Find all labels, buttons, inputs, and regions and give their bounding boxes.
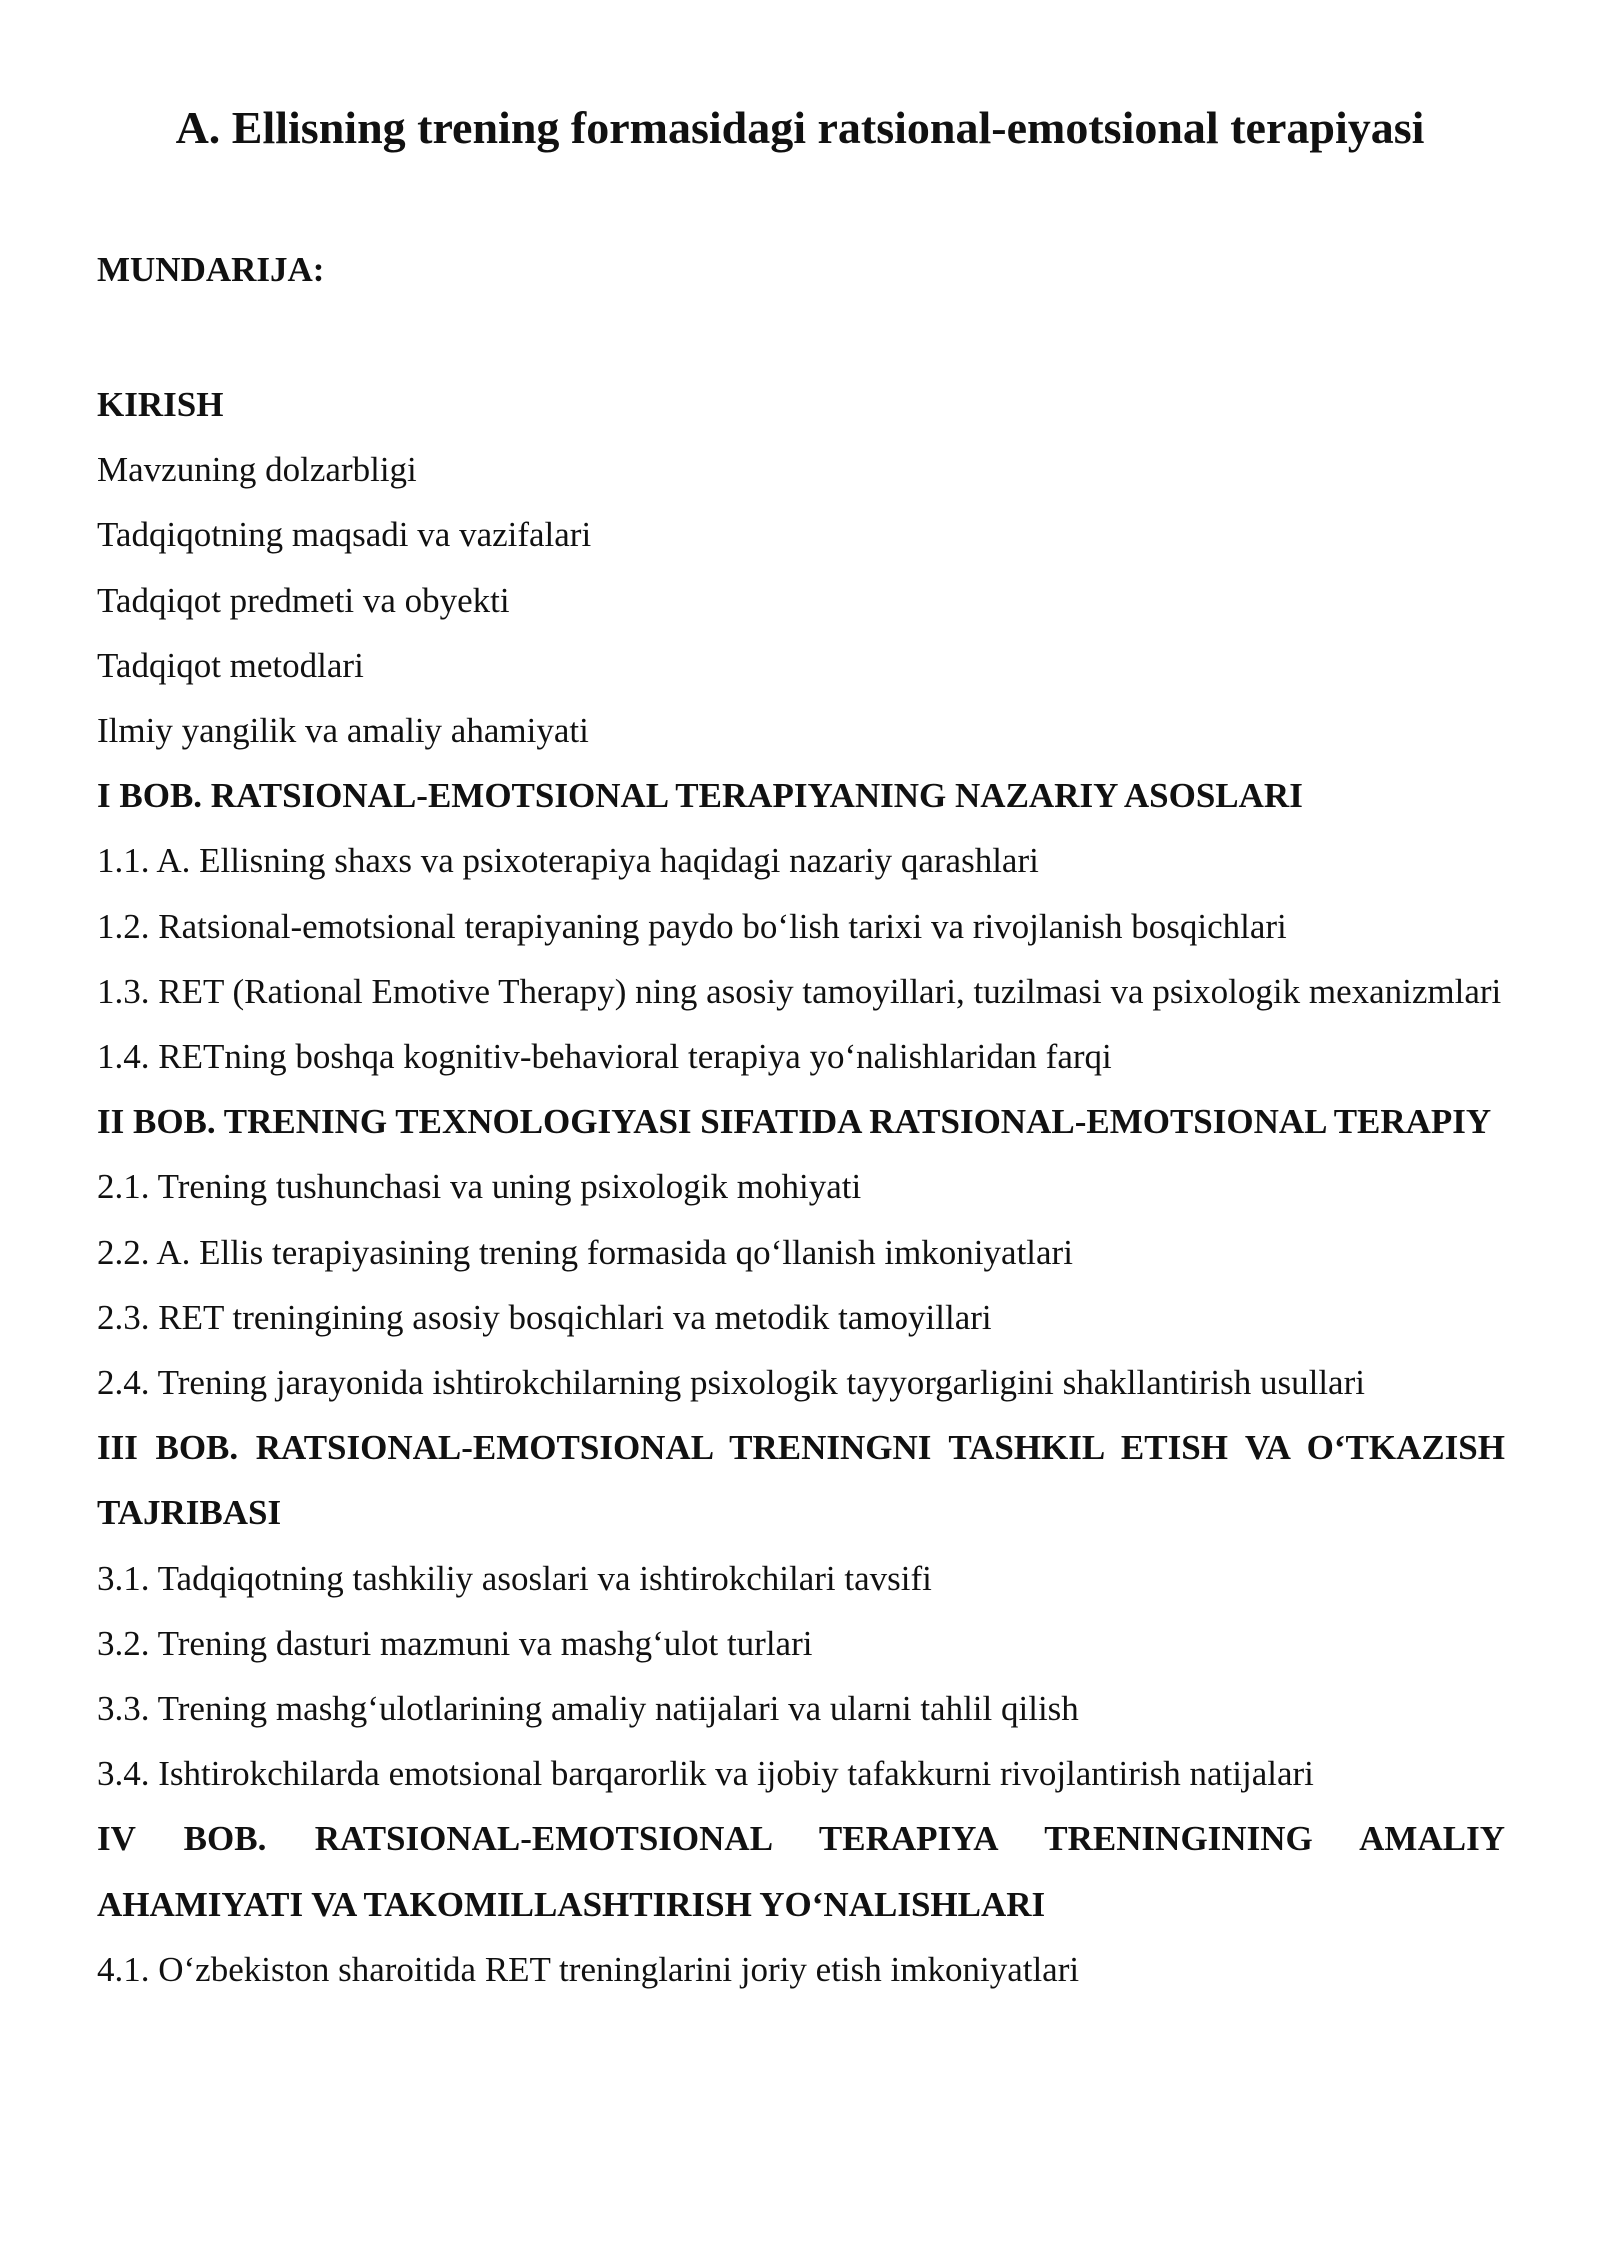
toc-chapter-heading: III BOB. RATSIONAL-EMOTSIONAL TRENINGNI TASHKIL ETISH VA OʻTKAZISH TAJRIBASI: [97, 1428, 1505, 1533]
toc-item: 4.1. Oʻzbekiston sharoitida RET treninglarini joriy etish imkoniyatlari: [97, 1949, 1080, 1989]
toc-item: 1.3. RET (Rational Emotive Therapy) ning asosiy tamoyillari, tuzilmasi va psixologik mexanizmlari: [97, 971, 1502, 1011]
toc-chapter-heading: IV BOB. RATSIONAL-EMOTSIONAL TERAPIYA TRENINGINING AMALIY AHAMIYATI VA TAKOMILLASHTIRISH YOʻNALISHLARI: [97, 1819, 1505, 1924]
toc-item: Tadqiqot metodlari: [97, 645, 364, 685]
table-of-contents: [97, 372, 1505, 2002]
toc-chapter-heading: I BOB. RATSIONAL-EMOTSIONAL TERAPIYANING NAZARIY ASOSLARI: [97, 776, 1303, 816]
toc-item: Ilmiy yangilik va amaliy ahamiyati: [97, 711, 589, 751]
toc-heading: MUNDARIJA:: [97, 250, 325, 289]
toc-chapter-heading: KIRISH: [97, 385, 224, 424]
document-title: A. Ellisning trening formasidagi ratsional-emotsional terapiyasi: [175, 102, 1425, 153]
toc-item: 3.4. Ishtirokchilarda emotsional barqarorlik va ijobiy tafakkurni rivojlantirish natijalari: [97, 1754, 1314, 1794]
toc-item: 3.1. Tadqiqotning tashkiliy asoslari va ishtirokchilari tavsifi: [97, 1558, 932, 1598]
toc-item: 2.2. A. Ellis terapiyasining trening formasida qoʻllanish imkoniyatlari: [97, 1232, 1073, 1272]
toc-item: 2.3. RET treningining asosiy bosqichlari va metodik tamoyillari: [97, 1297, 992, 1337]
toc-item: 3.2. Trening dasturi mazmuni va mashgʻulot turlari: [97, 1623, 813, 1663]
toc-item: 1.2. Ratsional-emotsional terapiyaning paydo boʻlish tarixi va rivojlanish bosqichlari: [97, 906, 1287, 946]
toc-item: Mavzuning dolzarbligi: [97, 450, 417, 490]
toc-item: 2.1. Trening tushunchasi va uning psixologik mohiyati: [97, 1167, 862, 1207]
toc-item: 1.1. A. Ellisning shaxs va psixoterapiya haqidagi nazariy qarashlari: [97, 841, 1039, 881]
toc-item: 1.4. RETning boshqa kognitiv-behavioral terapiya yoʻnalishlaridan farqi: [97, 1037, 1112, 1077]
toc-item: 2.4. Trening jarayonida ishtirokchilarning psixologik tayyorgarligini shakllantirish usullari: [97, 1363, 1365, 1403]
toc-chapter-heading: II BOB. TRENING TEXNOLOGIYASI SIFATIDA RATSIONAL-EMOTSIONAL TERAPIY: [97, 1102, 1492, 1142]
toc-item: Tadqiqot predmeti va obyekti: [97, 580, 510, 620]
toc-item: 3.3. Trening mashgʻulotlarining amaliy natijalari va ularni tahlil qilish: [97, 1689, 1079, 1729]
toc-item: Tadqiqotning maqsadi va vazifalari: [97, 515, 592, 555]
